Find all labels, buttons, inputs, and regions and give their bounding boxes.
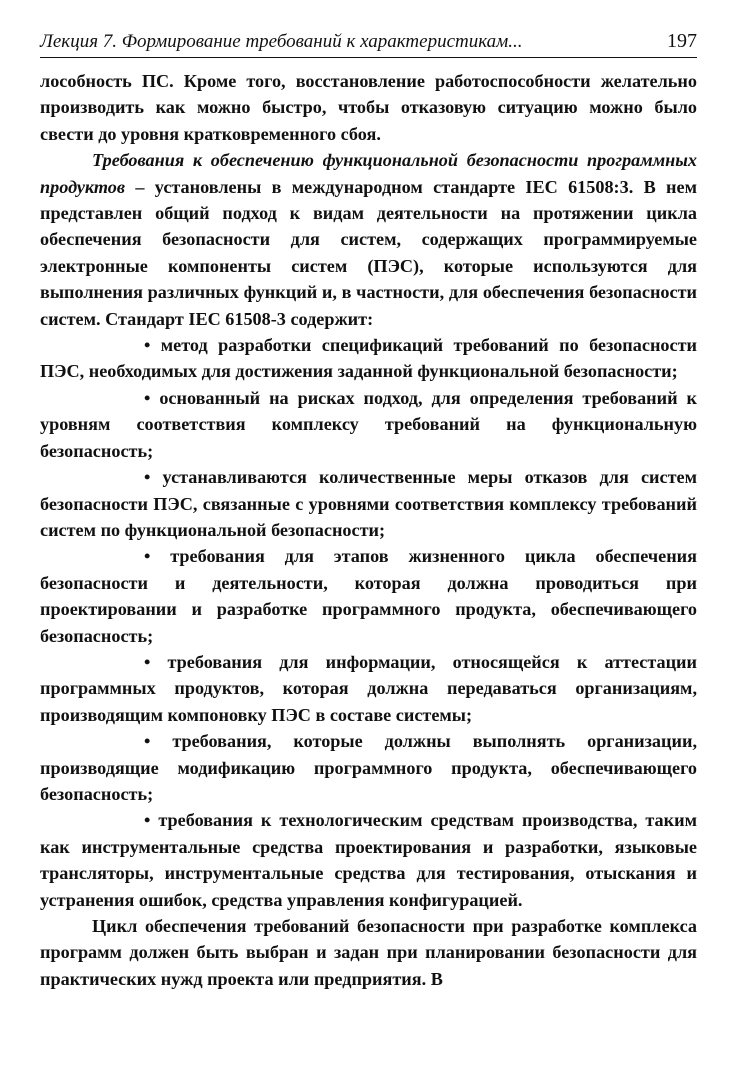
defined-term: Требования к обеспечению функциональной безопасности программных продуктов: [40, 150, 697, 197]
paragraph-continuation: лособность ПС. Кроме того, восстановление работоспособности желательно производить как можно быстро, чтобы отказовую ситуацию можно было свести до уровня кратковременного сбоя.: [40, 71, 697, 144]
list-item: [40, 728, 697, 807]
running-header: [40, 30, 697, 58]
bullet-marker: •: [144, 810, 151, 831]
list-item: [40, 385, 697, 464]
bullet-marker: •: [144, 335, 151, 356]
bullet-marker: •: [144, 651, 151, 672]
bullet-marker: •: [144, 731, 151, 752]
list-item-text: требования для этапов жизненного цикла обеспечения безопасности и деятельности, которая должна проводиться при проектировании и разработке программного продукта, обеспечивающего безопасность;: [40, 546, 697, 646]
list-item-text: основанный на рисках подход, для определения требований к уровням соответствия комплексу требований на функциональную безопасность;: [40, 387, 698, 461]
bullet-marker: •: [144, 387, 151, 408]
page-number: 197: [667, 30, 697, 52]
paragraph-functional-safety: [40, 147, 697, 332]
paragraph-closing: Цикл обеспечения требований безопасности при разработке комплекса программ должен быть выбран и задан при планировании безопасности для практических нужд проекта или предприятия. В: [40, 916, 697, 989]
list-item: [40, 649, 697, 728]
bullet-marker: •: [144, 467, 151, 488]
list-item: [40, 464, 697, 543]
list-item-text: метод разработки спецификаций требований по безопасности ПЭС, необходимых для достижения заданной функциональной безопасности;: [40, 335, 698, 382]
paragraph-text: – установлены в международном стандарте IEC 61508:3. В нем представлен общий подход к видам деятельности на протяжении цикла обеспечения безопасности для систем, содержащих программируемые электронные компоненты систем (ПЭС), которые используются для выполнения различных функций и, в частности, для обеспечения безопасности систем. Стандарт IEC 61508-3 содержит:: [40, 176, 697, 329]
list-item-text: устанавливаются количественные меры отказов для систем безопасности ПЭС, связанные с уровнями соответствия комплексу требований систем по функциональной безопасности;: [40, 467, 697, 540]
body-text: [40, 68, 697, 992]
list-item-text: требования для информации, относящейся к аттестации программных продуктов, которая должна передаваться организациям, производящим компоновку ПЭС в составе системы;: [40, 651, 698, 725]
bullet-marker: •: [144, 546, 151, 567]
list-item: [40, 332, 697, 385]
list-item: [40, 543, 697, 649]
running-title: Лекция 7. Формирование требований к характеристикам...: [40, 31, 523, 52]
list-item: [40, 807, 697, 913]
list-item-text: требования к технологическим средствам производства, таким как инструментальные средства проектирования и разработки, языковые трансляторы, инструментальные средства для тестирования, отыскания и устранения ошибок, средства управления конфигурацией.: [40, 810, 697, 910]
list-item-text: требования, которые должны выполнять организации, производящие модификацию программного продукта, обеспечивающего безопасность;: [40, 731, 698, 804]
